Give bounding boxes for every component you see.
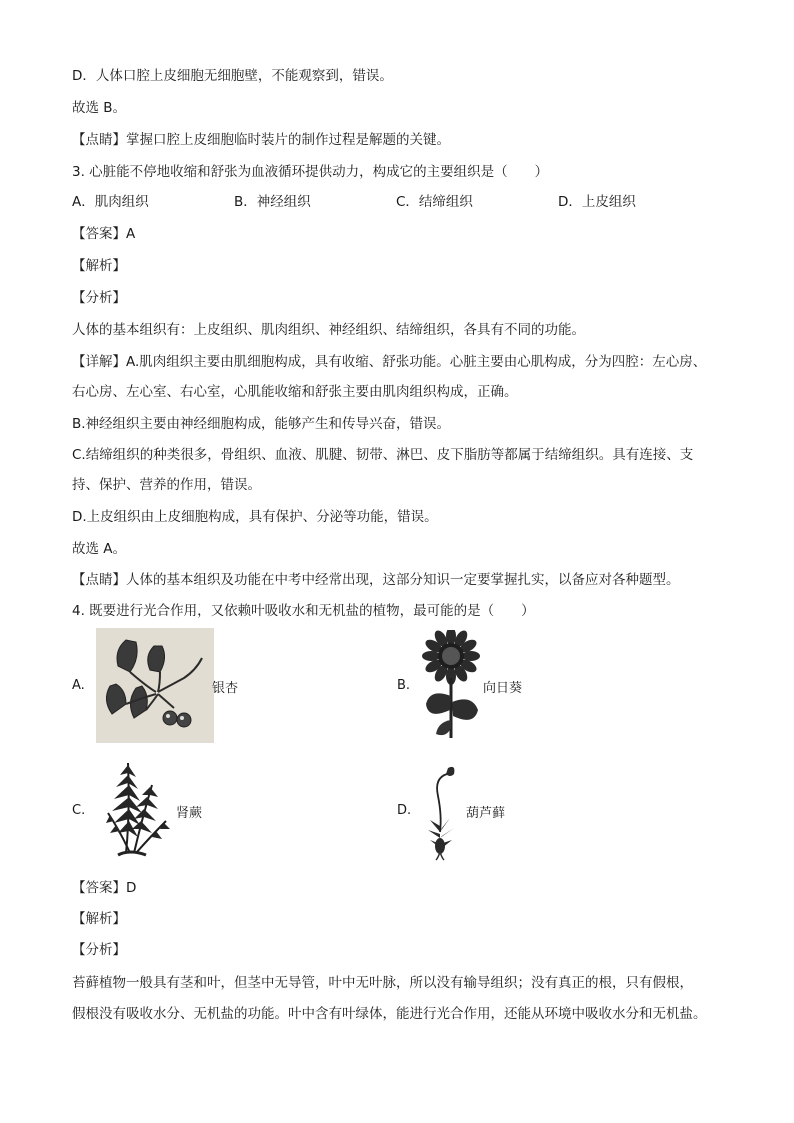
text-line-2: 故选 B。 — [72, 100, 127, 116]
text-line-10: 【详解】A.肌肉组织主要由肌细胞构成，具有收缩、舒张功能。心脏主要由心肌构成，分为四腔：左心房、 — [72, 354, 707, 370]
q4-option-d-name: 葫芦藓 — [466, 806, 506, 821]
q4-answer: 【答案】D — [72, 880, 137, 896]
text-line-12: B.神经组织主要由神经细胞构成，能够产生和传导兴奋，错误。 — [72, 416, 451, 432]
text-line-11: 右心房、左心室、右心室，心肌能收缩和舒张主要由肌肉组织构成，正确。 — [72, 384, 518, 400]
fern-image — [100, 755, 176, 861]
question-4-stem: 4. 既要进行光合作用，又依赖叶吸收水和无机盐的植物，最可能的是（ ） — [72, 603, 535, 619]
q4-option-a-letter: A. — [72, 678, 85, 693]
q3-analysis-heading: 【解析】 — [72, 258, 126, 274]
q4-option-b-letter: B. — [397, 678, 411, 693]
q3-fenxi-heading: 【分析】 — [72, 290, 126, 306]
question-3-stem: 3. 心脏能不停地收缩和舒张为血液循环提供动力，构成它的主要组织是（ ） — [72, 164, 549, 180]
text-line-1: D．人体口腔上皮细胞无细胞壁，不能观察到，错误。 — [72, 68, 393, 84]
text-line-14: 持、保护、营养的作用，错误。 — [72, 477, 261, 493]
text-line-9: 人体的基本组织有：上皮组织、肌肉组织、神经组织、结缔组织，各具有不同的功能。 — [72, 322, 585, 338]
q3-answer: 【答案】A — [72, 226, 136, 242]
text-line-16: 故选 A。 — [72, 541, 127, 557]
moss-image — [424, 760, 462, 862]
text-line-15: D.上皮组织由上皮细胞构成，具有保护、分泌等功能，错误。 — [72, 509, 438, 525]
q4-analysis-heading: 【解析】 — [72, 911, 126, 927]
q3-option-b: B．神经组织 — [234, 194, 311, 210]
sunflower-image — [420, 630, 482, 742]
q4-option-a-name: 银杏 — [212, 681, 239, 696]
q3-option-d: D．上皮组织 — [558, 194, 636, 210]
q4-option-c-name: 肾蕨 — [176, 806, 203, 821]
text-line-13: C.结缔组织的种类很多，骨组织、血液、肌腱、韧带、淋巴、皮下脂肪等都属于结缔组织。具有连接、支 — [72, 447, 694, 463]
text-line-3: 【点睛】掌握口腔上皮细胞临时装片的制作过程是解题的关键。 — [72, 132, 450, 148]
text-line-17: 【点睛】人体的基本组织及功能在中考中经常出现，这部分知识一定要掌握扎实，以备应对各种题型。 — [72, 572, 680, 588]
text-line-22: 苔藓植物一般具有茎和叶，但茎中无导管，叶中无叶脉，所以没有输导组织；没有真正的根，只有假根， — [72, 975, 693, 991]
q3-option-c: C．结缔组织 — [396, 194, 473, 210]
ginkgo-image — [96, 628, 214, 743]
text-line-23: 假根没有吸收水分、无机盐的功能。叶中含有叶绿体，能进行光合作用，还能从环境中吸收水分和无机盐。 — [72, 1006, 707, 1022]
q4-fenxi-heading: 【分析】 — [72, 942, 126, 958]
q4-option-c-letter: C. — [72, 803, 86, 818]
q3-option-a: A．肌肉组织 — [72, 194, 149, 210]
q4-option-d-letter: D. — [397, 803, 412, 818]
q4-option-b-name: 向日葵 — [483, 681, 523, 696]
